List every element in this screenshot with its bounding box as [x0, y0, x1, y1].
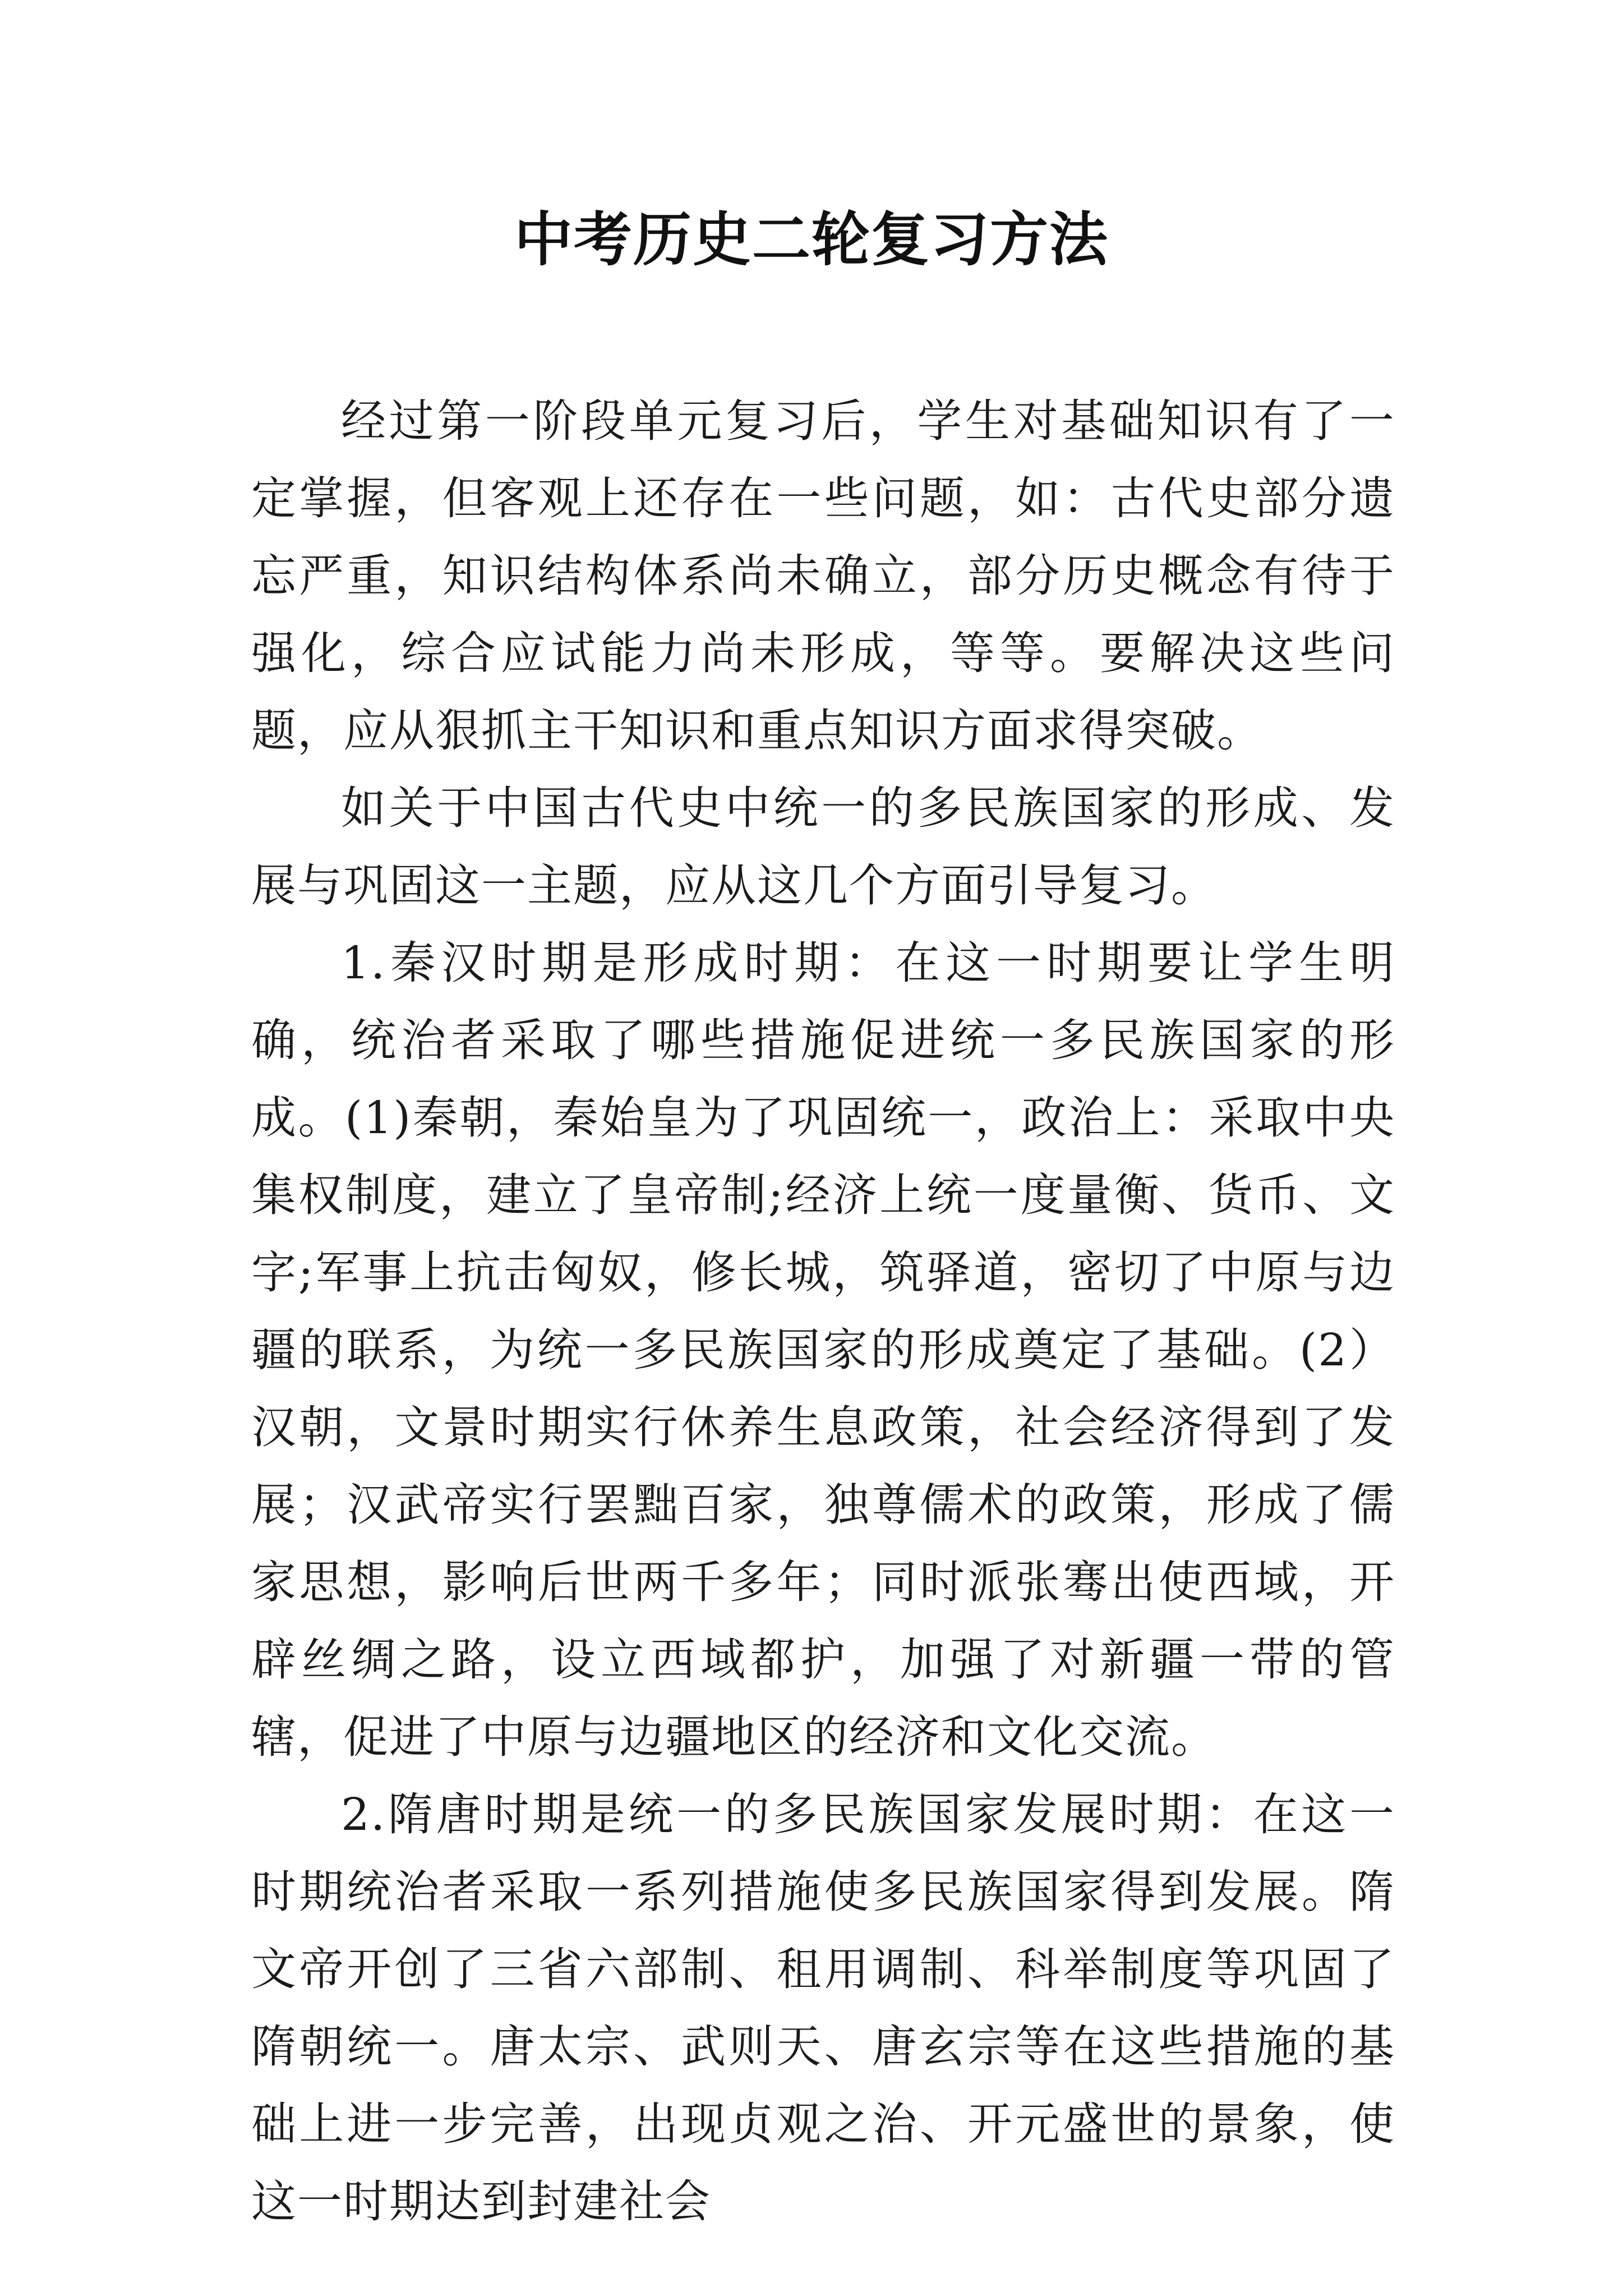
paragraph-intro: 经过第一阶段单元复习后，学生对基础知识有了一定掌握，但客观上还存在一些问题，如：古代史部分遗忘严重，知识结构体系尚未确立，部分历史概念有待于强化，综合应试能力尚未形成，等等。要解决这些问题，应从狠抓主干知识和重点知识方面求得突破。	[251, 395, 1395, 757]
paragraph-topic: 如关于中国古代史中统一的多民族国家的形成、发展与巩固这一主题，应从这几个方面引导复习。	[251, 782, 1395, 912]
document-title: 中考历史二轮复习方法	[514, 205, 1109, 274]
paragraph-qin-han: 1.秦汉时期是形成时期：在这一时期要让学生明确，统治者采取了哪些措施促进统一多民族国家的形成。(1)秦朝，秦始皇为了巩固统一，政治上：采取中央集权制度，建立了皇帝制;经济上统一度量衡、货币、文字;军事上抗击匈奴，修长城，筑驿道，密切了中原与边疆的联系，为统一多民族国家的形成奠定了基础。(2）汉朝，文景时期实行休养生息政策，社会经济得到了发展；汉武帝实行罢黜百家，独尊儒术的政策，形成了儒家思想，影响后世两千多年；同时派张骞出使西域，开辟丝绸之路，设立西域都护，加强了对新疆一带的管辖，促进了中原与边疆地区的经济和文化交流。	[251, 937, 1395, 1763]
document-body	[251, 383, 1395, 2240]
paragraph-sui-tang: 2.隋唐时期是统一的多民族国家发展时期：在这一时期统治者采取一系列措施使多民族国家得到发展。隋文帝开创了三省六部制、租用调制、科举制度等巩固了隋朝统一。唐太宗、武则天、唐玄宗等在这些措施的基础上进一步完善，出现贞观之治、开元盛世的景象，使这一时期达到封建社会	[251, 1788, 1395, 2228]
